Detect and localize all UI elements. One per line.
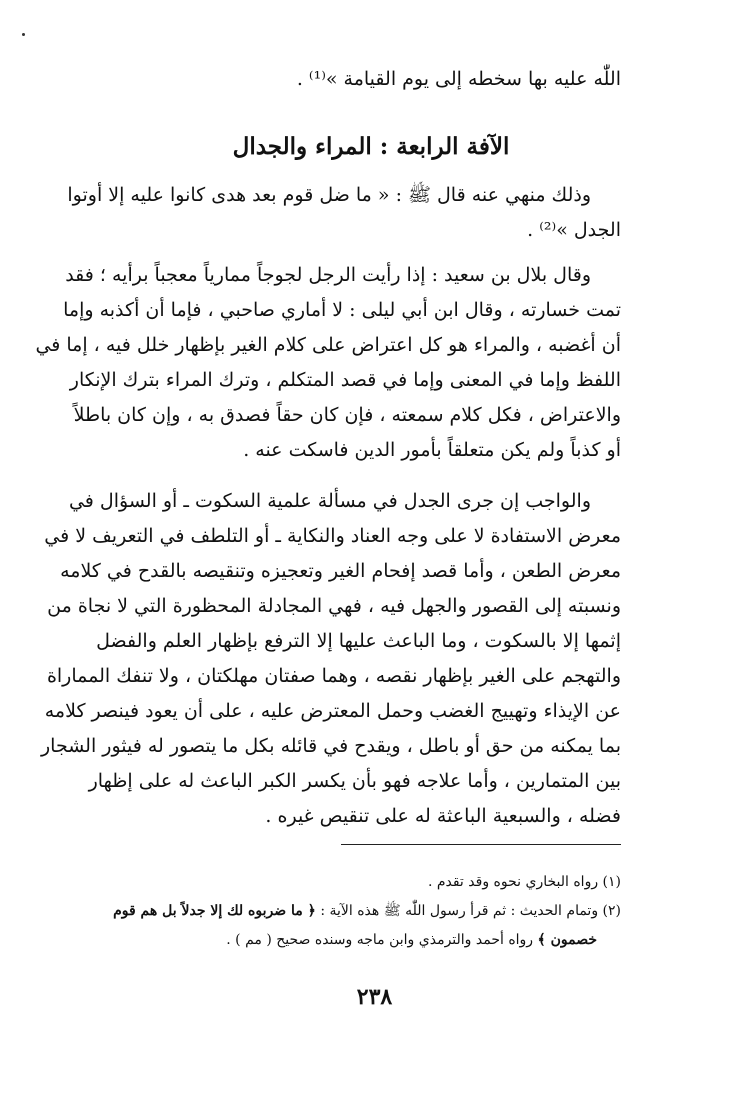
paragraph-line: أن أغضبه ، والمراء هو كل اعتراض على كلام الغير بإظهار خلل فيه ، إما في bbox=[35, 334, 621, 356]
footnote-2-prefix: (٢) وتمام الحديث : ثم قرأ رسول اللّٰه ﷺ هذه الآية : bbox=[320, 903, 621, 919]
paragraph-line: وقال بلال بن سعيد : إذا رأيت الرجل لجوجاً ممارياً معجباً برأيه ؛ فقد bbox=[65, 264, 591, 286]
footnote-2-quote-a: ﴿ ما ضربوه لك إلا جدلاً بل هم قوم bbox=[113, 903, 316, 919]
opening-line: اللّٰه عليه بها سخطه إلى يوم القيامة »⁽¹⁾ . bbox=[296, 68, 621, 90]
paragraph-line: اللفظ وإما في المعنى وإما في قصد المتكلم ، وترك المراء بترك الإنكار bbox=[69, 369, 621, 391]
paragraph-line: بما يمكنه من حق أو باطل ، ويقدح في قائله بكل ما يتصور له فيثور الشجار bbox=[40, 735, 621, 757]
margin-dot bbox=[22, 33, 25, 36]
paragraph-line: والتهجم على الغير بإظهار نقصه ، وهما صفتان مهلكتان ، ولا تنفك المماراة bbox=[46, 665, 621, 687]
paragraph-line: إثمها إلا بالسكوت ، وما الباعث عليها إلا الترفع بإظهار العلم والفضل bbox=[96, 630, 621, 652]
paragraph-line: عن الإيذاء وتهييج الغضب وحمل المعترض عليه ، على أن يعود فينصر كلامه bbox=[44, 700, 621, 722]
paragraph-line: وذلك منهي عنه قال ﷺ : « ما ضل قوم بعد هدى كانوا عليه إلا أوتوا bbox=[67, 184, 591, 206]
paragraph-2 bbox=[35, 258, 621, 468]
paragraph-line: معرض الطعن ، وأما قصد إفحام الغير وتعجيزه وتنقيصه بالقدح في كلامه bbox=[60, 560, 621, 582]
footnotes bbox=[113, 868, 621, 955]
footnote-1: (١) رواه البخاري نحوه وقد تقدم . bbox=[427, 874, 621, 890]
paragraph-line: والواجب إن جرى الجدل في مسألة علمية السكوت ـ أو السؤال في bbox=[68, 490, 591, 512]
footnote-2-suffix: رواه أحمد والترمذي وابن ماجه وسنده صحيح ( مم ) . bbox=[226, 932, 534, 948]
paragraph-line: أو كذباً ولم يكن متعلقاً بأمور الدين فاسكت عنه . bbox=[243, 439, 621, 461]
paragraph-line: تمت خسارته ، وقال ابن أبي ليلى : لا أماري صاحبي ، فإما أن أكذبه وإما bbox=[63, 299, 621, 321]
footnote-divider bbox=[341, 844, 621, 845]
paragraph-line: والاعتراض ، فكل كلام سمعته ، فإن كان حقاً فصدق به ، وإن كان باطلاً bbox=[73, 404, 621, 426]
footnote-2-line-1 bbox=[113, 897, 621, 926]
opening-text bbox=[121, 62, 621, 97]
footnote-2-line-2 bbox=[121, 926, 621, 955]
paragraph-1 bbox=[67, 178, 621, 248]
paragraph-line: فضله ، والسبعية الباعثة له على تنقيص غيره . bbox=[265, 805, 621, 827]
paragraph-line: ونسبته إلى القصور والجهل فيه ، فهي المجادلة المحظورة التي لا نجاة من bbox=[47, 595, 621, 617]
footnote-2-quote-b: خصمون ﴾ bbox=[537, 932, 597, 948]
page-number: ٢٣٨ bbox=[356, 984, 393, 1010]
paragraph-line: معرض الاستفادة لا على وجه العناد والنكاية ـ أو التلطف في التعريف لا في bbox=[44, 525, 621, 547]
paragraph-line: بين المتمارين ، وأما علاجه فهو بأن يكسر الكبر الباعث له على إظهار bbox=[88, 770, 621, 792]
paragraph-3 bbox=[40, 484, 621, 834]
paragraph-line: الجدل »⁽²⁾ . bbox=[527, 219, 621, 241]
section-heading: الآفة الرابعة : المراء والجدال bbox=[232, 133, 510, 160]
